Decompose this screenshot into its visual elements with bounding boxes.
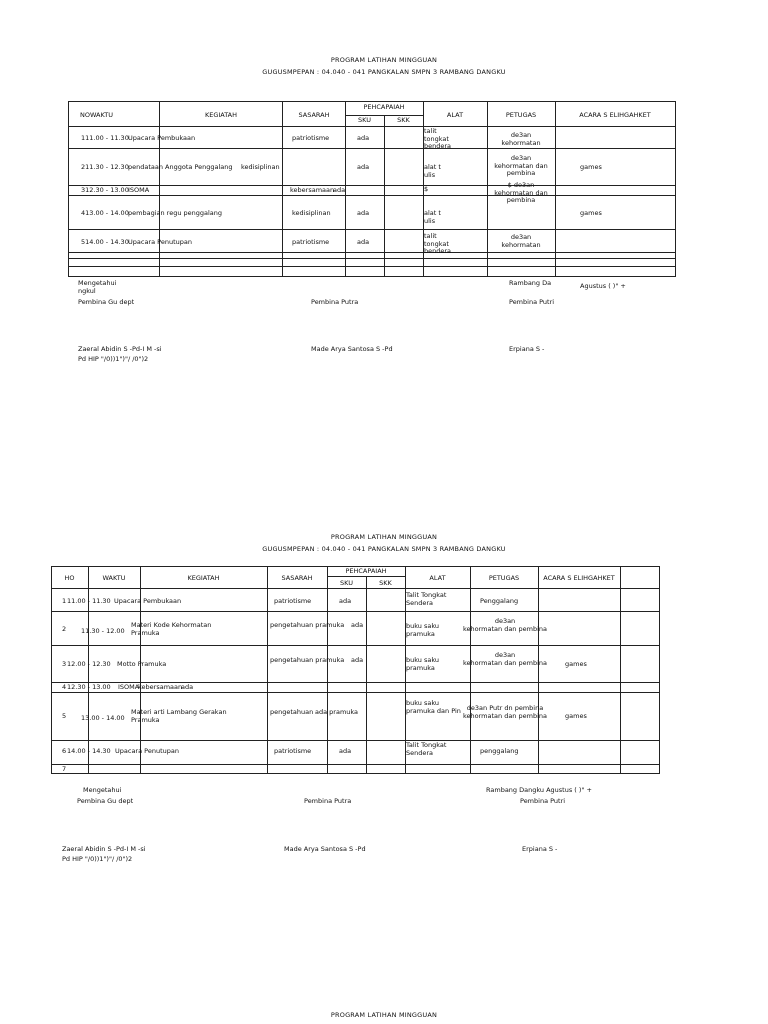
row-4-waktu: 413.00 - 14.00 (81, 209, 129, 217)
row-1-kegiatan: Upacara Pembukaan (128, 134, 196, 142)
header2-petugas: PETUGAS (488, 574, 520, 582)
row2-6-sku: ada (339, 747, 352, 755)
row2-5-sku: ada pramuka (315, 708, 359, 716)
header2-no: HO (64, 574, 75, 582)
row-5-sasaran: patriotisme (292, 238, 330, 246)
program-2-subtitle: GUGUSMPEPAN : 04.040 - 041 PANGKALAN SMPN 3 RAMBANG DANGKU (262, 545, 506, 553)
row-2-acara: games (580, 163, 602, 171)
sig2-place-date: Rambang Dangku Agustus ( )" + (486, 786, 592, 794)
row2-2-kegiatan: Materi Kode Kehormatan Pramuka (131, 621, 212, 637)
row2-3-kegiatan: Motto Pramuka (117, 660, 167, 668)
header2-waktu: WAKTU (102, 574, 126, 582)
row2-3-acara: games (565, 660, 587, 668)
row2-6-no: 6 (62, 747, 67, 755)
row-5-petugas: de3an kehormatan (501, 233, 541, 249)
row-1-alat: talit tongkat bendera (424, 127, 452, 150)
row2-6-petugas: penggalang (480, 747, 519, 755)
row2-3-sku: ada (351, 656, 364, 664)
sig1-nip-gudep: Pd HIP "/0))1")"/ /0")2 (78, 355, 149, 363)
header-alat: ALAT (446, 111, 464, 119)
row2-5-no: 5 (62, 712, 67, 720)
sig1-name-putri: Erpiana S - (509, 345, 545, 353)
row-4-sku: ada (357, 209, 370, 217)
sig1-pembina-putri: Pembina Putri (509, 298, 555, 306)
header2-sasaran: SASARAH (281, 574, 313, 582)
row2-6-waktu: 14.00 - 14.30 (67, 747, 111, 755)
row2-5-petugas: de3an Putr dn pembina kehormatan dan pembina (462, 704, 547, 720)
row-4-sasaran: kedisiplinan (292, 209, 331, 217)
row2-2-no: 2 (62, 625, 67, 633)
sig1-pembina-putra: Pembina Putra (311, 298, 359, 306)
row2-3-waktu: 12.00 - 12.30 (67, 660, 111, 668)
sig2-name-putri: Erpiana S - (522, 845, 558, 853)
row-5-kegiatan: Upacara Penutupan (128, 238, 192, 246)
row-2-kegiatan: pendataan Anggota Penggalang (128, 163, 233, 171)
program-1-title: PROGRAM LATIHAN MINGGUAN (330, 56, 438, 64)
row2-5-waktu: 13.00 - 14.00 (81, 714, 125, 722)
row2-1-no: 1 (62, 597, 67, 605)
row2-3-sasaran: pengetahuan pramuka (270, 656, 345, 664)
header-pencapaian: PEHCAPAIAH (363, 103, 405, 111)
row2-2-waktu: 11.30 - 12.00 (81, 627, 125, 635)
row-4-acara: games (580, 209, 602, 217)
row-3-kegiatan: ISOMA (128, 186, 150, 194)
row-5-alat: talit tongkat bendera (424, 232, 452, 255)
row-5-waktu: 514.00 - 14.30 (81, 238, 129, 246)
sig1-date: Agustus ( )" + (580, 282, 626, 290)
sig2-name-gudep: Zaeral Abidin S -Pd-I M -si (62, 845, 146, 853)
header2-alat: ALAT (429, 574, 446, 582)
header-skk: SKK (397, 116, 410, 124)
row2-3-petugas: de3an kehormatan dan pembina (462, 651, 547, 667)
sig2-pembina-putri: Pembina Putri (520, 797, 566, 805)
sig1-name-putra: Made Arya Santosa S -Pd (311, 345, 393, 353)
row-4-alat: alat t ulis (424, 209, 441, 225)
header2-kegiatan: KEGIATAH (187, 574, 220, 582)
row2-5-alat: buku saku pramuka dan Pin (406, 699, 461, 715)
sig2-mengetahui: Mengetahui (83, 786, 122, 794)
row2-6-kegiatan: Upacara Penutupan (115, 747, 179, 755)
row-2-waktu: 211.30 - 12.30 (81, 163, 129, 171)
sig2-pembina-gudep: Pembina Gu dept (77, 797, 134, 805)
row2-2-petugas: de3an kehormatan dan pembina (462, 617, 547, 633)
row-3-sasaran: kebersamaan (290, 186, 335, 194)
row-2-alat: alat t ulis (424, 163, 441, 179)
row-5-sku: ada (357, 238, 370, 246)
row-2-sasaran: kedisiplinan (241, 163, 280, 171)
header-sku: SKU (358, 116, 371, 124)
row2-1-sku: ada (339, 597, 352, 605)
row2-3-no: 3 (62, 660, 67, 668)
sig1-name-gudep: Zaeral Abidin S -Pd-I M -si (78, 345, 162, 353)
program-1-subtitle: GUGUSMPEPAN : 04.040 - 041 PANGKALAN SMPN 3 RAMBANG DANGKU (262, 68, 506, 76)
row2-1-sasaran: patriotisme (274, 597, 312, 605)
sig1-pembina-gudep: Pembina Gu dept (78, 298, 135, 306)
row-4-kegiatan: pembagian regu penggalang (128, 209, 223, 217)
header-sasaran: SASARAH (298, 111, 330, 119)
row2-7-no: 7 (62, 765, 67, 773)
row2-1-waktu: 11.00 - 11.30 (67, 597, 111, 605)
header2-skk: SKK (379, 579, 392, 587)
row2-4-no: 4 (62, 683, 67, 691)
row-3-petugas: $ de3an kehormatan dan pembina (494, 181, 548, 204)
sig1-mengetahui: Mengetahui ngkul (78, 279, 117, 295)
row2-3-alat: buku saku pramuka (406, 656, 440, 672)
row-1-petugas: de3an kehormatan (501, 131, 541, 147)
row-1-sasaran: patriotisme (292, 134, 330, 142)
header-kegiatan: KEGIATAH (204, 111, 238, 119)
row2-2-sku: ada (351, 621, 364, 629)
row-2-sku: ada (357, 163, 370, 171)
header2-sku: SKU (340, 579, 353, 587)
header-no-waktu: NOWAKTU (80, 111, 113, 119)
row2-1-kegiatan: Upacara Pembukaan (114, 597, 182, 605)
row-3-waktu: 312.30 - 13.00 (81, 186, 129, 194)
sig1-place: Rambang Da (509, 279, 552, 287)
row2-4-sasaran: kebersamaan (138, 683, 183, 691)
row2-5-kegiatan: Materi arti Lambang Gerakan Pramuka (131, 708, 227, 724)
row2-1-alat: Talit Tongkat Sendera (406, 591, 447, 607)
row2-5-sasaran: pengetahuan (270, 708, 314, 716)
row2-2-sasaran: pengetahuan pramuka (270, 621, 345, 629)
row2-6-alat: Talit Tongkat Sendera (406, 741, 447, 757)
row2-4-kegiatan: ISOMA (118, 683, 140, 691)
row2-4-sku: ada (181, 683, 194, 691)
header-acara: ACARA S ELIHGAHKET (579, 111, 651, 119)
row-3-sku: ada (333, 186, 346, 194)
header2-pencapaian: PEHCAPAIAH (345, 567, 387, 575)
header-petugas: PETUGAS (505, 111, 537, 119)
row2-6-sasaran: patriotisme (274, 747, 312, 755)
program-2-title: PROGRAM LATIHAN MINGGUAN (330, 533, 438, 541)
sig2-name-putra: Made Arya Santosa S -Pd (284, 845, 366, 853)
row2-4-waktu: 12.30 - 13.00 (67, 683, 111, 691)
sig2-pembina-putra: Pembina Putra (304, 797, 352, 805)
program-3-title: PROGRAM LATIHAN MINGGUAN (330, 1011, 438, 1019)
row2-5-acara: games (565, 712, 587, 720)
row-2-petugas: de3an kehormatan dan pembina (494, 154, 548, 177)
row-1-waktu: 111.00 - 11.30 (81, 134, 129, 142)
row2-1-petugas: Penggalang (480, 597, 519, 605)
row-3-alat: $ (424, 185, 429, 193)
sig2-nip-gudep: Pd HIP "/0))1")"/ /0")2 (62, 855, 133, 863)
row2-2-alat: buku saku pramuka (406, 622, 440, 638)
schedule-table-1 (68, 101, 676, 277)
row-1-sku: ada (357, 134, 370, 142)
header2-acara: ACARA S ELIHGAHKET (543, 574, 615, 582)
